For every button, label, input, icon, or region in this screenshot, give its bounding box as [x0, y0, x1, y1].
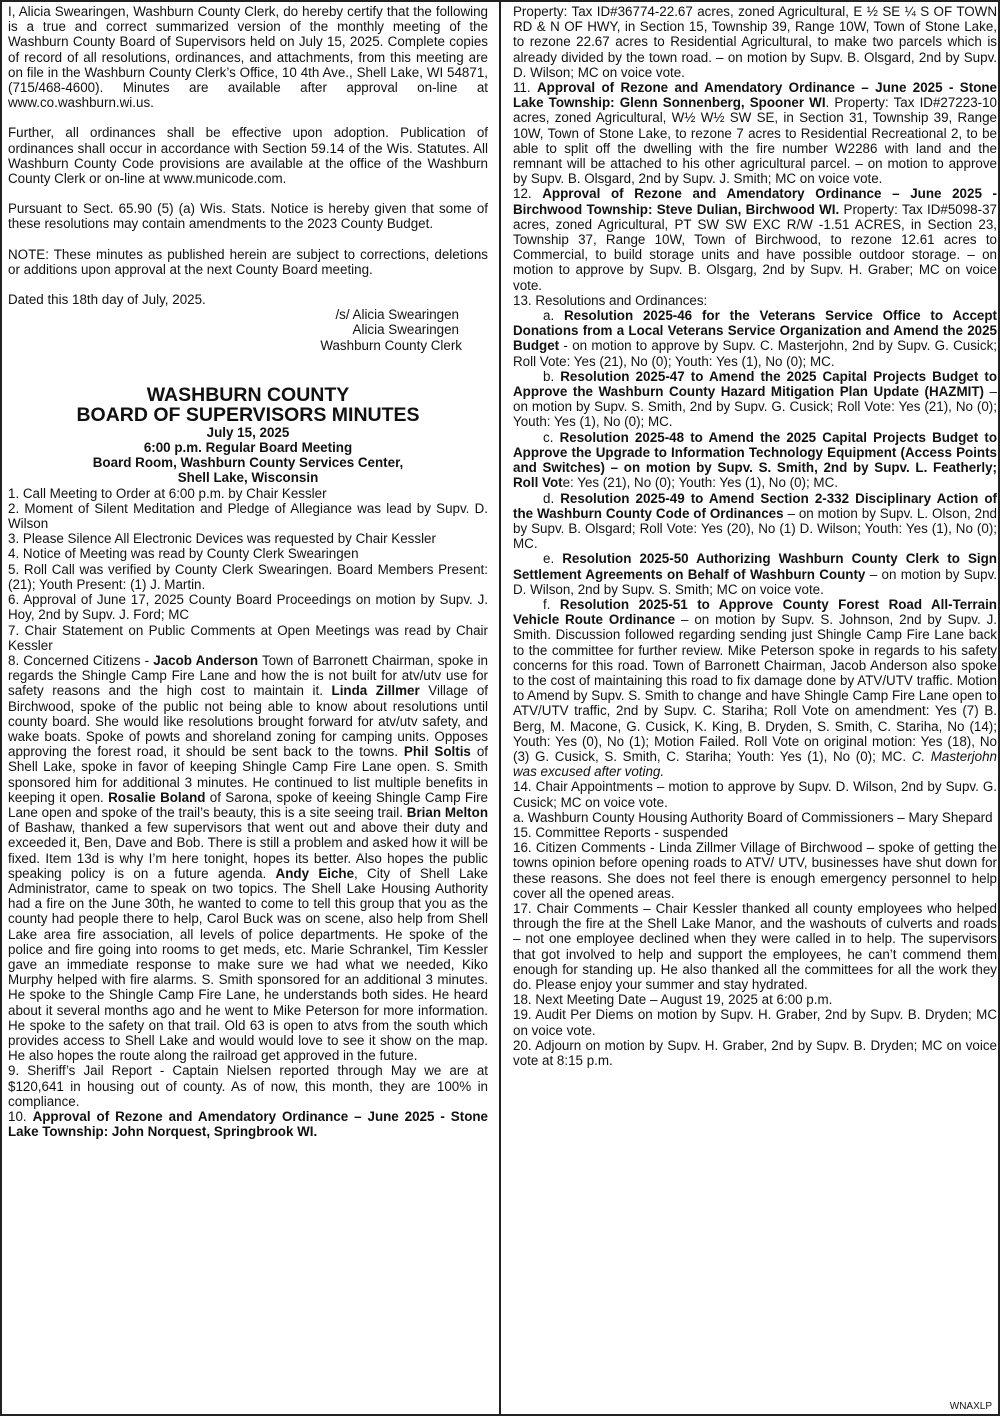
resolution-e: [513, 551, 997, 597]
resolution-text: – on motion by Supv. S. Johnson, 2nd by Supv. J. Smith. Discussion followed regarding sending just Shingle Camp Fire Lane back to the committee for further review. Mike Peterson spoke in regards to his safety concerns for this road. Town of Barronett Chairman, Jacob Anderson also spoke to the cost of maintaining this road to fix damage done by ATV/UTV traffic. Motion to Amend by Supv. S. Smith to change and have Shingle Camp Fire Lane open to ATV/UTV traffic, 2nd by Supv. C. Stariha; Roll Vote on amendment: Yes (7) B. Berg, M. Macone, G. Cusick, K. King, B. Dryden, S. Smith, C. Stariha, No (14); Youth: Yes (0), No (1); Motion Failed. Roll Vote on original motion: Yes (18), No (3) G. Cusick, S. Smith, C. Stariha; Youth: Yes (1), No (0); MC.: [513, 612, 997, 764]
minutes-title-line-1: WASHBURN COUNTY: [146, 383, 350, 406]
item-9: 9. Sheriff’s Jail Report - Captain Nielsen reported through May we are at $120,641 in housing out of county. As of now, this month, they are 100% in compliance.: [8, 1063, 488, 1109]
resolution-text: - on motion to approve by Supv. C. Masterjohn, 2nd by Supv. G. Cusick; Roll Vote: Yes (21), No (0); Youth: Yes (1), No (0); MC.: [513, 338, 997, 369]
resolution-c: [513, 430, 997, 491]
resolution-title: Resolution 2025-46 for the Veterans Service Office to Accept Donations from a Local Veterans Service Organization and Amend the 2025 Budget: [513, 308, 997, 354]
meeting-city: Shell Lake, Wisconsin: [177, 470, 319, 486]
item-8-text: , City of Shell Lake Administrator, came to speak on two topics. The Shell Lake Housing Authority had a fire on the June 30th, he wanted to come to tell this group that you as the county had people there to help, Carol Buck was on scene, also help from Shell Lake area fire association, all levels of police departments. He spoke of the police and fire going into rooms to get meds, etc. Marie Schrankel, Tim Kessler gave an immediate response to make sure we had what we needed, Kiko Murphy helped with fire alarms. S. Smith sponsored for an additional 3 minutes. He spoke to the Shingle Camp Fire Lane, he understands both sides. He heard about it several months ago and he went to Mike Peterson for more information. He spoke to the safety on that trail. Old 63 is open to atvs from the south which provides access to Shell Lake and would would love to see it show on the map. He also hopes the route along the railroad get approved in the future.: [8, 865, 488, 1064]
signature-line-2: Alicia Swearingen: [352, 322, 459, 338]
speaker-name: Linda Zillmer: [331, 683, 420, 699]
item-19: 19. Audit Per Diems on motion by Supv. H. Graber, 2nd by Supv. B. Dryden; MC on voice vote.: [513, 1007, 997, 1038]
item-8-intro: 8. Concerned Citizens -: [8, 652, 154, 668]
speaker-name: Brian Melton: [406, 804, 488, 820]
speaker-name: Phil Soltis: [403, 744, 471, 760]
resolution-f: [513, 597, 997, 779]
signature-block: [8, 307, 488, 353]
item-12-title: Approval of Rezone and Amendatory Ordinance – June 2025 - Birchwood Township: Steve Dulian, Birchwood WI.: [513, 186, 997, 217]
item-12-text: Property: Tax ID#5098-37 acres, zoned Agricultural, PT SW SW EXC R/W -1.51 ACRES, in Section 23, Township 37, Range 10W, Town of Birchwood, to rezone 12.61 acres to Commercial, to build storage units and have possible outdoor storage. – on motion to approve by Supv. B. Olsgarg, 2nd by Supv. H. Graber; MC on voice vote.: [513, 201, 997, 293]
item-11: [513, 80, 997, 186]
column-divider: [499, 2, 501, 1414]
item-8-text: Town of Barronett Chairman, spoke in regards the Shingle Camp Fire Lane and how the is not built for atv/utv use for safety reasons and the high cost to maintain it.: [8, 652, 488, 699]
resolution-b: [513, 369, 997, 430]
resolution-title: Resolution 2025-49 to Amend Section 2-332 Disciplinary Action of the Washburn County Code of Ordinances: [513, 490, 997, 521]
resolution-d: [513, 491, 997, 552]
resolution-title: Resolution 2025-47 to Amend the 2025 Capital Projects Budget to Approve the Washburn County Hazard Mitigation Plan Update (HAZMIT): [513, 368, 997, 400]
item-8-text: Village of Birchwood, spoke of the public not being able to know about resolutions until county board. She would like resolutions brought forward for atv/utv safety, and wake boats. Spoke of powts and shoreland zoning for camping units. Opposes approving the forest road, it should be sent back to the towns.: [8, 683, 488, 760]
budget-notice-paragraph: Pursuant to Sect. 65.90 (5) (a) Wis. Stats. Notice is hereby given that some of these resolutions may contain amendments to the 2023 County Budget.: [8, 201, 488, 232]
item-11-title: Approval of Rezone and Amendatory Ordinance – June 2025 - Stone Lake Township: Glenn Sonnenberg, Spooner WI: [513, 80, 997, 111]
speaker-name: Jacob Anderson: [153, 652, 259, 668]
item-12-number: 12.: [513, 186, 543, 202]
item-11-number: 11.: [513, 80, 538, 96]
item-10: [8, 1109, 488, 1139]
item-18: 18. Next Meeting Date – August 19, 2025 at 6:00 p.m.: [513, 992, 833, 1008]
item-8: [8, 653, 488, 1063]
resolution-title: Resolution 2025-51 to Approve County Forest Road All-Terrain Vehicle Route Ordinance: [513, 596, 997, 628]
resolution-title: Resolution 2025-50 Authorizing Washburn County Clerk to Sign Settlement Agreements on Behalf of Washburn County: [513, 551, 997, 582]
resolution-text: – on motion by Supv. D. Wilson, 2nd by Supv. S. Smith; MC on voice vote.: [513, 566, 997, 597]
item-8-text: of Bashaw, thanked a few supervisors that went out and above their duty and exceeded it, Ben, Dave and Bob. There is still a problem and asked how it will be fixed. Item 13d is why I’m here tonight, hopes its better. Also hopes the public speaking policy is on a future agenda.: [8, 820, 488, 881]
certification-paragraph: I, Alicia Swearingen, Washburn County Clerk, do hereby certify that the following is a true and correct summarized version of the monthly meeting of the Washburn County Board of Supervisors held on July 15, 2025. Complete copies of record of all resolutions, ordinances, and attachments, from this meeting are on file in the Washburn County Clerk’s Office, 10 4th Ave., Shell Lake, WI 54871, (715/468-4600). Minutes are available after approval on-line at www.co.washburn.wi.us.: [8, 4, 488, 111]
item-10-number: 10.: [8, 1109, 33, 1124]
meeting-location: Board Room, Washburn County Services Center,: [92, 455, 404, 471]
resolution-letter: b.: [543, 368, 561, 384]
item-12: [513, 186, 997, 292]
item-14a: a. Washburn County Housing Authority Board of Commissioners – Mary Shepard: [513, 809, 993, 825]
left-column: [8, 4, 488, 1410]
item-4: 4. Notice of Meeting was read by County Clerk Swearingen: [8, 546, 359, 562]
item-10-continued: Property: Tax ID#36774-22.67 acres, zoned Agricultural, E ½ SE ¼ S OF TOWN RD & N OF HWY, in Section 15, Township 39, Range 10W, Town of Stone Lake, to rezone 22.67 acres to Residential Agricultural, to make two parcels which is already divided by the town road. – on motion by Supv. B. Olsgard, 2nd by Supv. D. Wilson; MC on voice vote.: [513, 4, 997, 80]
resolution-text: e: Yes (21), No (0); Youth: Yes (1), No (0); MC.: [562, 475, 838, 491]
item-20: 20. Adjourn on motion by Supv. H. Graber, 2nd by Supv. B. Dryden; MC on voice vote at 8:15 p.m.: [513, 1037, 997, 1069]
item-5: 5. Roll Call was verified by County Clerk Swearingen. Board Members Present: (21); Youth Present: (1) J. Martin.: [8, 561, 488, 592]
speaker-name: Rosalie Boland: [108, 789, 206, 805]
signature-line-3: Washburn County Clerk: [320, 337, 462, 353]
resolution-a: [513, 308, 997, 369]
item-1: 1. Call Meeting to Order at 6:00 p.m. by Chair Kessler: [8, 485, 327, 501]
resolution-letter: d.: [543, 490, 561, 506]
item-7: 7. Chair Statement on Public Comments at Open Meetings was read by Chair Kessler: [8, 622, 488, 653]
item-10-title: Approval of Rezone and Amendatory Ordinance – June 2025 - Stone Lake Township: John Norquest, Springbrook WI.: [8, 1109, 488, 1140]
resolution-title: Resolution 2025-48 to Amend the 2025 Capital Projects Budget to Approve the Upgrade to Information Technology Equipment (Access Points and Switches) – on motion by Supv. S. Smith, 2nd by Supv. L. Featherly; Roll Vot: [513, 429, 997, 491]
excused-note: C. Masterjohn was excused after voting.: [513, 748, 997, 780]
resolution-letter: f.: [543, 596, 560, 612]
ordinance-effective-paragraph: Further, all ordinances shall be effective upon adoption. Publication of ordinances shall occur in accordance with Section 59.14 of the Wis. Statutes. All Washburn County Code provisions are available at the office of the Washburn County Clerk or on-line at www.municode.com.: [8, 125, 488, 187]
note-paragraph: NOTE: These minutes as published herein are subject to corrections, deletions or additions upon approval at the next County Board meeting.: [8, 246, 488, 277]
meeting-date: July 15, 2025: [206, 424, 290, 440]
item-14: 14. Chair Appointments – motion to approve by Supv. D. Wilson, 2nd by Supv. G. Cusick; MC on voice vote.: [513, 779, 997, 810]
speaker-name: Andy Eiche: [275, 865, 355, 881]
resolution-letter: a.: [543, 308, 564, 324]
item-3: 3. Please Silence All Electronic Devices was requested by Chair Kessler: [8, 531, 436, 547]
resolution-text: – on motion by Supv. L. Olson, 2nd by Supv. B. Olsgard; Roll Vote: Yes (20), No (1) D. Wilson; Youth: Yes (1), No (0); MC.: [513, 505, 997, 552]
item-17: 17. Chair Comments – Chair Kessler thanked all county employees who helped through the fire at the Shell Lake Manor, and the washouts of culverts and roads – not one employee declined when they were called in to help. The supervisors that got involved to help and support the employees, he can’t commend them enough for standing up. He also thanked all the committees for all the work they do. Please enjoy your summer and stay hydrated.: [513, 900, 997, 992]
item-8-text: of Sarona, spoke of keeing Shingle Camp Fire Lane open and spoke of the trail’s beauty, this is a site seeing trail.: [8, 789, 488, 820]
dated-line: Dated this 18th day of July, 2025.: [8, 292, 206, 308]
item-15: 15. Committee Reports - suspended: [513, 824, 729, 840]
item-6: 6. Approval of June 17, 2025 County Board Proceedings on motion by Supv. J. Hoy, 2nd by Supv. J. Ford; MC: [8, 592, 488, 623]
item-16: 16. Citizen Comments - Linda Zillmer Village of Birchwood – spoke of getting the towns opinion before opening roads to ATV/ UTV, businesses have shut down for these reasons. She does not feel there is enough emergency personnel to help cover all the opened areas.: [513, 840, 997, 901]
minutes-title-line-2: BOARD OF SUPERVISORS MINUTES: [76, 403, 420, 426]
resolution-text: – on motion by Supv. S. Smith, 2nd by Supv. G. Cusick; Roll Vote: Yes (21), No (0); Youth: Yes (1), No (0); MC.: [513, 384, 997, 430]
signature-line-1: /s/ Alicia Swearingen: [335, 307, 459, 323]
resolution-letter: e.: [543, 551, 563, 567]
item-11-text: . Property: Tax ID#27223-10 acres, zoned Agricultural, W½ W½ SW SE, in Section 31, Township 39, Range 10W, Town of Stone Lake, to rezone 7 acres to Residential Recreational 2, to be able to split off the dwelling with the fire number W2286 with land and the remnant will be attached to his other agricultural parcel. – on motion to approve by Supv. B. Olsgard, 2nd by Supv. J. Smith; MC on voice vote.: [513, 95, 997, 187]
publication-code: WNAXLP: [949, 1401, 992, 1412]
meeting-time: 6:00 p.m. Regular Board Meeting: [143, 440, 353, 456]
item-13: 13. Resolutions and Ordinances:: [513, 292, 708, 308]
right-column: [513, 4, 997, 1410]
item-2: 2. Moment of Silent Meditation and Pledge of Allegiance was lead by Supv. D. Wilson: [8, 500, 488, 532]
resolution-letter: c.: [543, 429, 560, 445]
item-8-text: of Shell Lake, spoke in favor of keeping Shingle Camp Fire Lane open. S. Smith sponsored him for additional 3 minutes. He continued to list multiple benefits in keeping it open.: [8, 744, 488, 805]
